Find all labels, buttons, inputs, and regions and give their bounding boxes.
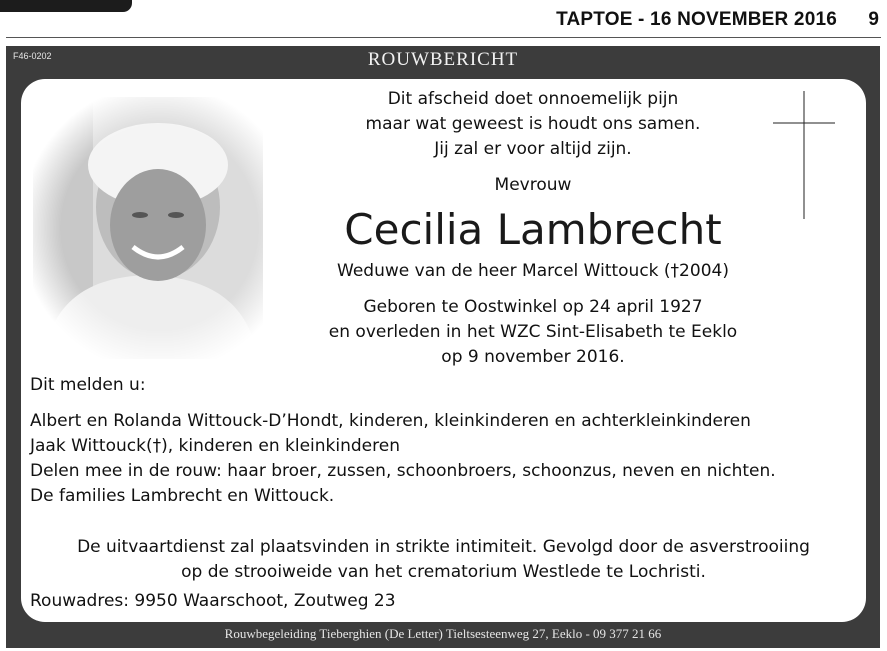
notice-code: F46-0202 [13, 51, 52, 61]
header-rule [6, 37, 881, 38]
page-number: 9 [868, 9, 879, 30]
service-line: op de strooiweide van het crematorium Westlede te Lochristi. [181, 562, 706, 582]
cross-icon [773, 91, 835, 219]
portrait-photo [33, 97, 263, 359]
verse-line: maar wat geweest is houdt ons samen. [365, 114, 701, 134]
birth-death-details [253, 295, 813, 370]
birth-death-line: op 9 november 2016. [441, 347, 625, 367]
portrait-illustration [33, 97, 263, 359]
obituary-notice [6, 46, 880, 648]
announce-line: Dit melden u: [30, 375, 146, 395]
salutation: Mevrouw [494, 175, 572, 195]
family-line: Delen mee in de rouw: haar broer, zussen, schoonbroers, schoonzus, neven en nichten. [30, 461, 776, 481]
birth-death-line: Geboren te Oostwinkel op 24 april 1927 [363, 297, 703, 317]
funeral-director-footer: Rouwbegeleiding Tieberghien (De Letter) Tieltsesteenweg 27, Eeklo - 09 377 21 66 [224, 626, 662, 641]
deceased-name: Cecilia Lambrecht [344, 205, 722, 254]
mourning-address: Rouwadres: 9950 Waarschoot, Zoutweg 23 [30, 591, 396, 611]
service-line: De uitvaartdienst zal plaatsvinden in strikte intimiteit. Gevolgd door de asverstrooiing [77, 537, 810, 557]
publication-date: TAPTOE - 16 NOVEMBER 2016 [556, 9, 837, 30]
notice-panel [21, 79, 866, 622]
notice-title: ROUWBERICHT [367, 49, 519, 70]
verse-line: Dit afscheid doet onnoemelijk pijn [387, 89, 679, 109]
verse-line: Jij zal er voor altijd zijn. [434, 139, 632, 159]
family-list [30, 409, 776, 509]
service-info [21, 535, 866, 585]
family-line: De families Lambrecht en Wittouck. [30, 486, 335, 506]
memorial-verse [303, 87, 763, 162]
page-header [0, 8, 887, 34]
family-line: Albert en Rolanda Wittouck-D’Hondt, kinderen, kleinkinderen en achterkleinkinderen [30, 411, 751, 431]
birth-death-line: en overleden in het WZC Sint-Elisabeth te Eeklo [328, 322, 738, 342]
family-line: Jaak Wittouck(†), kinderen en kleinkinderen [30, 436, 400, 456]
widow-of: Weduwe van de heer Marcel Wittouck (†2004) [337, 261, 729, 281]
